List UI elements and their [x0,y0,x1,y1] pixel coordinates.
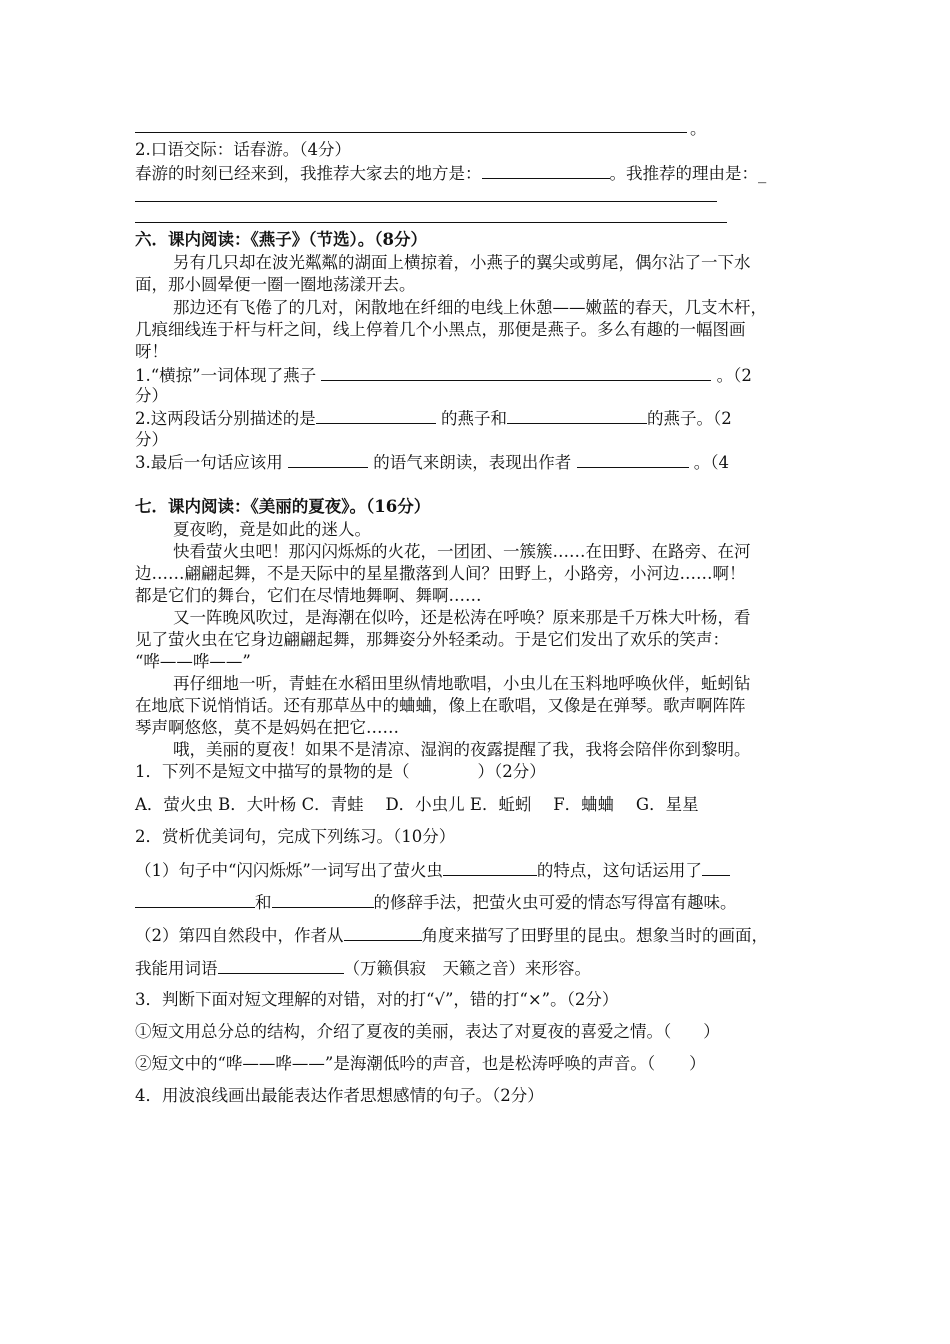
option: B．大叶杨 [218,795,297,814]
q-text: （2）第四自然段中，作者从 [135,926,344,945]
q-text: 的特点，这句话运用了 [536,861,702,880]
s7-paragraph: “哗——哗——” [135,652,251,671]
s7-q2-1-cont [135,891,737,914]
q-text: 3.最后一句话应该用 [135,453,283,472]
q-text: 和 [255,893,272,912]
s7-paragraph: 在地底下说悄悄话。还有那草丛中的蛐蛐，像上在歌唱，又像是在弹琴。歌声啊阵阵 [135,696,746,715]
blank [218,957,344,974]
s7-paragraph: 琴声啊悠悠，莫不是妈妈在把它…… [135,718,399,737]
blank [482,162,610,179]
section-7-heading: 七．课内阅读：《美丽的夏夜》。（16分） [135,497,431,516]
blank [443,859,537,876]
blank [507,407,647,424]
s6-q1-tail: 分） [135,386,168,405]
s7-q2: 2．赏析优美词句，完成下列练习。（10分） [135,827,456,846]
s7-paragraph: 夏夜哟，竟是如此的迷人。 [173,520,371,539]
s7-q3-2 [135,1053,706,1075]
option: C．青蛙 [301,795,364,814]
s6-paragraph: 那边还有飞倦了的几对，闲散地在纤细的电线上休憩——嫩蓝的春天，几支木杆， [173,298,767,317]
q-text: ②短文中的“哗——哗——”是海潮低吟的声音，也是松涛呼唤的声音。（ [135,1054,656,1073]
blank [135,891,255,908]
s6-paragraph: 呀！ [135,342,168,361]
s7-paragraph: 又一阵晚风吹过，是海潮在似吟，还是松涛在呼唤？原来那是千万株大叶杨，看 [173,608,751,627]
q-text: 我能用词语 [135,959,218,978]
q-text: 角度来描写了田野里的昆虫。想象当时的画面， [421,926,768,945]
q-text: 。（4 [693,453,729,472]
s7-q2-2-cont [135,957,591,980]
q-text: 的燕子和 [441,409,507,428]
q-text: （1）句子中“闪闪烁烁”一词写出了萤火虫 [135,861,443,880]
option: A．萤火虫 [135,795,213,814]
s6-q3 [135,451,729,474]
s7-paragraph: 哦，美丽的夏夜！如果不是清凉、湿润的夜露提醒了我，我将会陪伴你到黎明。 [173,740,751,759]
option: E．蚯蚓 [469,795,532,814]
s7-paragraph: 都是它们的舞台，它们在尽情地舞啊、舞啊…… [135,586,482,605]
s7-q3: 3．判断下面对短文理解的对错，对的打“√”，错的打“×”。（2分） [135,990,619,1009]
section-6-heading: 六．课内阅读：《燕子》（节选）。（8分） [135,230,427,249]
q-text: ） [703,1022,720,1041]
q-text: （万籁俱寂 天籁之音）来形容。 [343,959,591,978]
s7-q2-2 [135,924,768,947]
s7-paragraph: 快看萤火虫吧！那闪闪烁烁的火花，一团团、一簇簇……在田野、在路旁、在河 [173,542,751,561]
q-text: ①短文用总分总的结构，介绍了夏夜的美丽，表达了对夏夜的喜爱之情。（ [135,1022,672,1041]
oral-prompt-a: 春游的时刻已经来到，我推荐大家去的地方是： [135,164,482,183]
answer-line [135,132,687,133]
s7-paragraph: 见了萤火虫在它身边翩翩起舞，那舞姿分外轻柔动。于是它们发出了欢乐的笑声： [135,630,729,649]
q-text: ） [689,1054,706,1073]
oral-title: 2.口语交际：话春游。（4分） [135,140,351,159]
s7-q1 [135,761,546,783]
s6-q2-tail: 分） [135,430,168,449]
s7-paragraph: 边……翩翩起舞，不是天际中的星星撒落到人间？田野上，小路旁，小河边……啊！ [135,564,746,583]
q-text: 的燕子。（2 [647,409,732,428]
q-text: 1．下列不是短文中描写的景物的是（ [135,762,410,781]
s7-q2-1 [135,859,730,882]
oral-prompt-b: 。我推荐的理由是：_ [609,164,767,183]
s6-paragraph: 面，那小圆晕便一圈一圈地荡漾开去。 [135,275,416,294]
blank [288,451,368,468]
end-mark: 。 [690,119,707,138]
oral-prompt [135,162,766,185]
s7-q4: 4．用波浪线画出最能表达作者思想感情的句子。（2分） [135,1086,544,1105]
q-text: 的语气来朗读，表现出作者 [373,453,572,472]
s6-paragraph: 几痕细线连于杆与杆之间，线上停着几个小黑点，那便是燕子。多么有趣的一幅图画 [135,320,746,339]
option: D．小虫儿 [385,795,465,814]
option: G．星星 [635,795,699,814]
q-text: 。（2 [716,366,752,385]
s6-paragraph: 另有几只却在波光粼粼的湖面上横掠着，小燕子的翼尖或剪尾，偶尔沾了一下水 [173,253,751,272]
s6-q2 [135,407,732,430]
answer-line [135,201,717,202]
s7-q1-options [135,794,699,816]
s6-q1 [135,364,752,387]
answer-line [135,222,727,223]
s7-paragraph: 再仔细地一听，青蛙在水稻田里纵情地歌唱，小虫儿在玉料地呼唤伙伴，蚯蚓钻 [173,674,751,693]
q-text: ）（2分） [477,762,546,781]
blank [321,364,711,381]
s7-q3-1 [135,1021,720,1043]
q-text: 1.“横掠”一词体现了燕子 [135,366,317,385]
blank [316,407,436,424]
blank [577,451,689,468]
blank [702,859,730,876]
q-text: 2.这两段话分别描述的是 [135,409,316,428]
blank [344,924,422,941]
q-text: 的修辞手法，把萤火虫可爱的情态写得富有趣味。 [373,893,737,912]
option: F．蛐蛐 [553,795,615,814]
blank [272,891,374,908]
